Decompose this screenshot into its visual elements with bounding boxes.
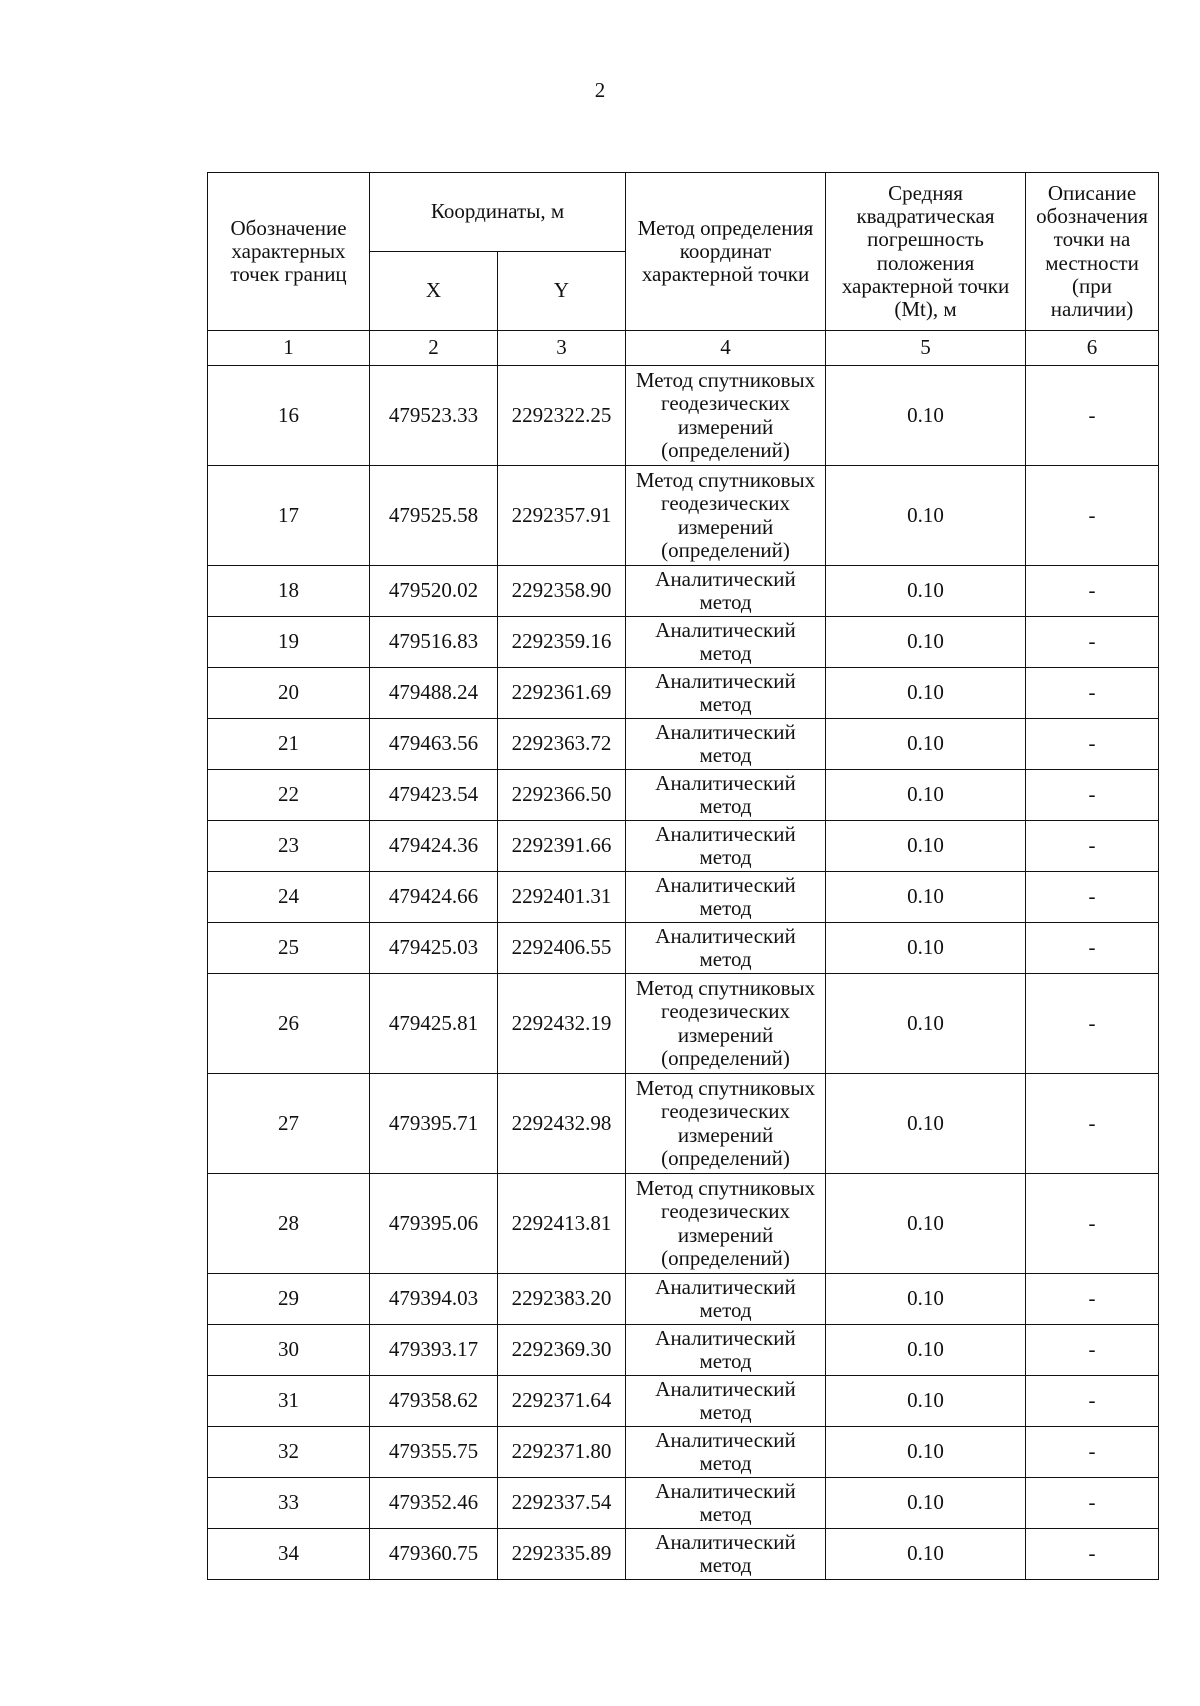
table-row — [208, 668, 1159, 719]
cell-description: - — [1026, 466, 1159, 566]
cell-point: 30 — [208, 1325, 370, 1376]
cell-x: 479352.46 — [370, 1478, 498, 1529]
cell-method: Аналитический метод — [626, 923, 826, 974]
table-row — [208, 719, 1159, 770]
cell-point: 26 — [208, 974, 370, 1074]
column-number: 5 — [826, 331, 1026, 366]
cell-method: Аналитический метод — [626, 1325, 826, 1376]
cell-point: 28 — [208, 1174, 370, 1274]
cell-x: 479394.03 — [370, 1274, 498, 1325]
cell-x: 479423.54 — [370, 770, 498, 821]
cell-y: 2292432.19 — [498, 974, 626, 1074]
cell-method: Аналитический метод — [626, 1427, 826, 1478]
cell-method: Метод спутниковых геодезических измерений (определений) — [626, 1174, 826, 1274]
cell-point: 23 — [208, 821, 370, 872]
cell-description: - — [1026, 1427, 1159, 1478]
cell-y: 2292371.64 — [498, 1376, 626, 1427]
table-row — [208, 1478, 1159, 1529]
cell-method: Метод спутниковых геодезических измерений (определений) — [626, 366, 826, 466]
cell-description: - — [1026, 719, 1159, 770]
cell-y: 2292369.30 — [498, 1325, 626, 1376]
table-row — [208, 617, 1159, 668]
table-row — [208, 366, 1159, 466]
cell-y: 2292401.31 — [498, 872, 626, 923]
cell-point: 27 — [208, 1074, 370, 1174]
page-number: 2 — [594, 78, 606, 102]
cell-point: 17 — [208, 466, 370, 566]
header-description: Описание обозначения точки на местности (при наличии) — [1026, 173, 1159, 331]
header-method: Метод определения координат характерной точки — [626, 173, 826, 331]
cell-error: 0.10 — [826, 1376, 1026, 1427]
cell-error: 0.10 — [826, 668, 1026, 719]
cell-x: 479488.24 — [370, 668, 498, 719]
cell-y: 2292391.66 — [498, 821, 626, 872]
cell-y: 2292413.81 — [498, 1174, 626, 1274]
column-number: 3 — [498, 331, 626, 366]
cell-description: - — [1026, 1376, 1159, 1427]
table-row — [208, 1376, 1159, 1427]
column-number: 2 — [370, 331, 498, 366]
cell-method: Метод спутниковых геодезических измерений (определений) — [626, 466, 826, 566]
cell-method: Аналитический метод — [626, 719, 826, 770]
cell-x: 479425.81 — [370, 974, 498, 1074]
cell-method: Аналитический метод — [626, 1478, 826, 1529]
table-body — [208, 366, 1159, 1580]
cell-x: 479355.75 — [370, 1427, 498, 1478]
cell-description: - — [1026, 1529, 1159, 1580]
cell-description: - — [1026, 668, 1159, 719]
cell-x: 479463.56 — [370, 719, 498, 770]
table-row — [208, 821, 1159, 872]
cell-x: 479393.17 — [370, 1325, 498, 1376]
cell-error: 0.10 — [826, 872, 1026, 923]
cell-y: 2292383.20 — [498, 1274, 626, 1325]
cell-method: Аналитический метод — [626, 770, 826, 821]
cell-y: 2292371.80 — [498, 1427, 626, 1478]
cell-method: Аналитический метод — [626, 1529, 826, 1580]
table-row — [208, 1174, 1159, 1274]
cell-description: - — [1026, 566, 1159, 617]
cell-point: 21 — [208, 719, 370, 770]
cell-x: 479395.06 — [370, 1174, 498, 1274]
cell-method: Аналитический метод — [626, 1376, 826, 1427]
table-row — [208, 770, 1159, 821]
column-number: 1 — [208, 331, 370, 366]
table-header — [208, 173, 1159, 366]
cell-method: Аналитический метод — [626, 821, 826, 872]
table-row — [208, 566, 1159, 617]
cell-description: - — [1026, 872, 1159, 923]
cell-error: 0.10 — [826, 821, 1026, 872]
cell-description: - — [1026, 1478, 1159, 1529]
cell-description: - — [1026, 770, 1159, 821]
cell-method: Аналитический метод — [626, 1274, 826, 1325]
cell-error: 0.10 — [826, 566, 1026, 617]
column-number-row — [208, 331, 1159, 366]
table-row — [208, 1325, 1159, 1376]
table-row — [208, 1074, 1159, 1174]
cell-point: 20 — [208, 668, 370, 719]
header-coordinates: Координаты, м — [370, 173, 626, 252]
cell-point: 16 — [208, 366, 370, 466]
cell-method: Аналитический метод — [626, 872, 826, 923]
cell-description: - — [1026, 1174, 1159, 1274]
header-error: Средняя квадратическая погрешность положения характерной точки (Mt), м — [826, 173, 1026, 331]
cell-description: - — [1026, 974, 1159, 1074]
cell-error: 0.10 — [826, 923, 1026, 974]
cell-y: 2292357.91 — [498, 466, 626, 566]
cell-point: 29 — [208, 1274, 370, 1325]
cell-error: 0.10 — [826, 974, 1026, 1074]
cell-x: 479424.36 — [370, 821, 498, 872]
header-x: X — [370, 252, 498, 331]
cell-x: 479360.75 — [370, 1529, 498, 1580]
cell-error: 0.10 — [826, 770, 1026, 821]
cell-description: - — [1026, 821, 1159, 872]
cell-y: 2292359.16 — [498, 617, 626, 668]
cell-y: 2292363.72 — [498, 719, 626, 770]
cell-error: 0.10 — [826, 1478, 1026, 1529]
cell-method: Метод спутниковых геодезических измерений (определений) — [626, 1074, 826, 1174]
cell-error: 0.10 — [826, 1174, 1026, 1274]
cell-method: Аналитический метод — [626, 617, 826, 668]
table-row — [208, 1427, 1159, 1478]
header-y: Y — [498, 252, 626, 331]
cell-y: 2292335.89 — [498, 1529, 626, 1580]
table-row — [208, 923, 1159, 974]
cell-y: 2292432.98 — [498, 1074, 626, 1174]
cell-description: - — [1026, 366, 1159, 466]
header-point: Обозначение характерных точек границ — [208, 173, 370, 331]
cell-error: 0.10 — [826, 719, 1026, 770]
table-row — [208, 974, 1159, 1074]
cell-y: 2292361.69 — [498, 668, 626, 719]
cell-y: 2292322.25 — [498, 366, 626, 466]
cell-description: - — [1026, 923, 1159, 974]
column-number: 6 — [1026, 331, 1159, 366]
cell-y: 2292358.90 — [498, 566, 626, 617]
cell-error: 0.10 — [826, 1074, 1026, 1174]
table-row — [208, 1274, 1159, 1325]
cell-error: 0.10 — [826, 366, 1026, 466]
cell-point: 32 — [208, 1427, 370, 1478]
table-row — [208, 872, 1159, 923]
cell-point: 22 — [208, 770, 370, 821]
cell-x: 479358.62 — [370, 1376, 498, 1427]
cell-y: 2292337.54 — [498, 1478, 626, 1529]
cell-point: 18 — [208, 566, 370, 617]
cell-method: Аналитический метод — [626, 668, 826, 719]
cell-error: 0.10 — [826, 466, 1026, 566]
table-row — [208, 466, 1159, 566]
cell-point: 34 — [208, 1529, 370, 1580]
cell-x: 479425.03 — [370, 923, 498, 974]
coordinates-table — [207, 172, 1159, 1580]
table-row — [208, 1529, 1159, 1580]
cell-error: 0.10 — [826, 1274, 1026, 1325]
cell-description: - — [1026, 617, 1159, 668]
cell-error: 0.10 — [826, 1529, 1026, 1580]
cell-point: 31 — [208, 1376, 370, 1427]
cell-point: 19 — [208, 617, 370, 668]
cell-error: 0.10 — [826, 1427, 1026, 1478]
cell-x: 479525.58 — [370, 466, 498, 566]
cell-method: Аналитический метод — [626, 566, 826, 617]
cell-x: 479516.83 — [370, 617, 498, 668]
cell-point: 24 — [208, 872, 370, 923]
cell-x: 479523.33 — [370, 366, 498, 466]
cell-method: Метод спутниковых геодезических измерений (определений) — [626, 974, 826, 1074]
cell-x: 479395.71 — [370, 1074, 498, 1174]
cell-x: 479424.66 — [370, 872, 498, 923]
cell-y: 2292366.50 — [498, 770, 626, 821]
cell-y: 2292406.55 — [498, 923, 626, 974]
cell-x: 479520.02 — [370, 566, 498, 617]
cell-error: 0.10 — [826, 617, 1026, 668]
cell-point: 33 — [208, 1478, 370, 1529]
cell-description: - — [1026, 1274, 1159, 1325]
cell-description: - — [1026, 1325, 1159, 1376]
cell-description: - — [1026, 1074, 1159, 1174]
column-number: 4 — [626, 331, 826, 366]
cell-error: 0.10 — [826, 1325, 1026, 1376]
cell-point: 25 — [208, 923, 370, 974]
